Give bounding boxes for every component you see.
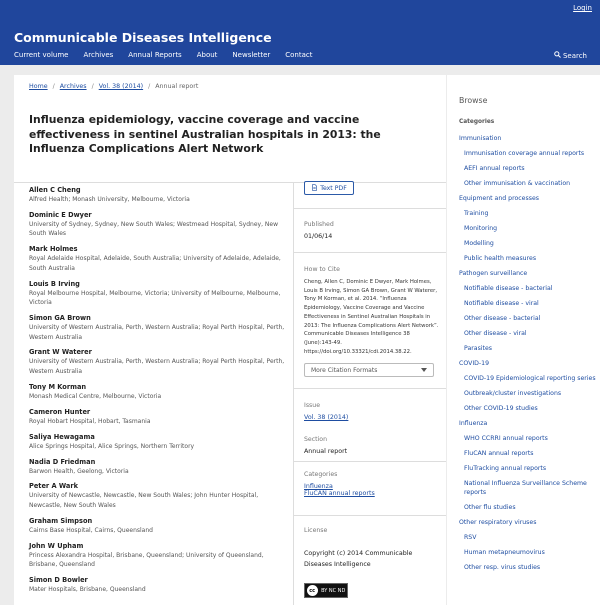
sidebar-subcategory[interactable]: Other COVID-19 studies [464, 405, 538, 412]
breadcrumb-archives[interactable]: Archives [59, 83, 87, 90]
author-affiliation: University of Sydney, Sydney, New South Wales; Westmead Hospital, Sydney, New South Wales [29, 220, 278, 238]
sidebar-subcategory[interactable]: Notifiable disease - bacterial [464, 285, 553, 292]
author-affiliation: University of Western Australia, Perth, Western Australia; Royal Perth Hospital, Perth, Western Australia [29, 358, 285, 375]
author-entry [29, 575, 291, 595]
author-name: Grant W Waterer [29, 348, 92, 357]
browse-heading: Browse [459, 96, 488, 105]
citation-formats-dropdown[interactable] [304, 363, 434, 377]
cite-label: How to Cite [304, 266, 340, 273]
sidebar-subcategory[interactable]: Immunisation coverage annual reports [464, 150, 585, 157]
author-entry [29, 541, 291, 570]
sidebar-subcategory[interactable]: Notifiable disease - viral [464, 300, 539, 307]
sidebar-subcategory[interactable]: Modelling [464, 240, 494, 247]
sidebar-subcategory[interactable]: Training [464, 210, 489, 217]
nav-annual-reports[interactable]: Annual Reports [128, 51, 182, 59]
nav-newsletter[interactable]: Newsletter [232, 51, 271, 59]
column-divider [293, 183, 294, 605]
sidebar-subcategory[interactable]: Public health measures [464, 255, 537, 262]
sidebar-subcategory[interactable]: Human metapneumovirus [464, 549, 545, 556]
author-entry [29, 244, 291, 273]
section-label: Section [304, 436, 327, 443]
divider [294, 388, 446, 389]
author-name: Cameron Hunter [29, 407, 91, 416]
sidebar-subcategory[interactable]: Other flu studies [464, 504, 516, 511]
sidebar-subcategory[interactable]: FluCAN annual reports [464, 450, 534, 457]
categories-label: Categories [304, 471, 338, 478]
sidebar-category[interactable]: COVID-19 [459, 360, 490, 367]
published-label: Published [304, 221, 334, 228]
author-entry [29, 432, 291, 452]
nav-current-volume[interactable]: Current volume [14, 51, 69, 59]
sidebar-subcategory[interactable]: Other immunisation & vaccination [464, 180, 571, 187]
author-affiliation: University of Newcastle, Newcastle, New South Wales; John Hunter Hospital, Newcastle, New South Wales [29, 492, 259, 509]
sidebar-subcategory[interactable]: Parasites [464, 345, 492, 352]
author-entry [29, 313, 291, 342]
file-icon [311, 184, 318, 193]
author-entry [29, 516, 291, 536]
sidebar-subcategory[interactable]: Other resp. virus studies [464, 564, 541, 571]
author-affiliation: Mater Hospitals, Brisbane, Queensland [29, 586, 146, 594]
breadcrumb-separator: / [148, 83, 151, 90]
divider [294, 461, 446, 462]
section-block [304, 436, 439, 455]
author-entry [29, 279, 291, 308]
search-icon [554, 51, 561, 60]
author-name: Mark Holmes [29, 245, 78, 254]
license-label: License [304, 527, 328, 534]
divider [14, 182, 446, 183]
breadcrumb-separator: / [91, 83, 94, 90]
author-affiliation: Princess Alexandra Hospital, Brisbane, Queensland; University of Queensland, Brisbane, Queensland [29, 551, 264, 569]
pdf-download-button[interactable] [304, 181, 354, 195]
author-name: Louis B Irving [29, 279, 80, 288]
chevron-down-icon [421, 368, 427, 372]
sidebar-subcategory[interactable]: Other disease - viral [464, 330, 527, 337]
author-entry [29, 347, 291, 376]
article-main [14, 75, 446, 605]
sidebar-category[interactable]: Other respiratory viruses [459, 519, 537, 526]
author-name: Tony M Korman [29, 382, 87, 391]
author-name: Saliya Hewagama [29, 432, 95, 441]
pdf-label: Text PDF [320, 184, 347, 192]
license-block [304, 527, 439, 570]
license-text: Copyright (c) 2014 Communicable Diseases Intelligence [304, 550, 413, 568]
author-entry [29, 382, 291, 402]
author-name: John W Upham [29, 541, 84, 550]
author-affiliation: Alice Springs Hospital, Alice Springs, Northern Territory [29, 442, 195, 450]
divider [294, 515, 446, 516]
sidebar-subcategory[interactable]: Outbreak/cluster investigations [464, 390, 562, 397]
author-affiliation: Royal Hobart Hospital, Hobart, Tasmania [29, 417, 151, 425]
issue-label: Issue [304, 402, 321, 409]
author-affiliation: Alfred Health; Monash University, Melbourne, Victoria [29, 196, 190, 203]
nav-about[interactable]: About [196, 51, 218, 59]
site-header [0, 0, 600, 65]
author-entry [29, 210, 291, 239]
cc-icon: cc [307, 585, 318, 596]
page-title: Influenza epidemiology, vaccine coverage and vaccine effectiveness in sentinel Australian hospitals in 2013: the Influenza Complications Alert Network [29, 113, 381, 155]
nav-contact[interactable]: Contact [285, 51, 313, 59]
sidebar [447, 75, 600, 605]
category-link-flucan[interactable]: FluCAN annual reports [304, 490, 375, 497]
section-value: Annual report [304, 448, 348, 455]
sidebar-category[interactable]: Influenza [459, 420, 488, 427]
category-list [459, 134, 599, 578]
author-name: Allen C Cheng [29, 186, 81, 194]
breadcrumb [29, 83, 198, 90]
author-affiliation: University of Western Australia, Perth, Western Australia; Royal Perth Hospital, Perth, Western Australia [29, 324, 285, 341]
sidebar-subcategory[interactable]: RSV [464, 534, 477, 541]
citation-formats-label: More Citation Formats [311, 366, 378, 374]
author-entry [29, 457, 291, 477]
author-affiliation: Cairns Base Hospital, Cairns, Queensland [29, 526, 153, 534]
sidebar-subcategory[interactable]: Monitoring [464, 225, 498, 232]
citation-text: Cheng, Allen C, Dominic E Dwyer, Mark Holmes, Louis B Irving, Simon GA Brown, Grant W Waterer, Tony M Korman, et al. 2014. “Influenza Epidemiology, Vaccine Coverage and Vaccine Effectiveness in Sentinel Australian Hospitals in 2013: The Influenza Complications Alert Network”. Communicable Diseases Intelligence 38 (June):143-49. https://doi.org/10.33321/cdi.2014.38.22. [304, 279, 439, 355]
category-link-influenza[interactable]: Influenza [304, 483, 333, 490]
main-nav [14, 51, 328, 59]
sidebar-subcategory[interactable]: FluTracking annual reports [464, 465, 547, 472]
issue-block [304, 402, 439, 421]
published-block [304, 221, 439, 240]
published-date: 01/06/14 [304, 233, 333, 240]
sidebar-subcategory[interactable]: National Influenza Surveillance Scheme reports [464, 480, 587, 496]
sidebar-subcategory[interactable]: WHO CCRRI annual reports [464, 435, 548, 442]
author-entry [29, 185, 291, 205]
author-name: Nadia D Friedman [29, 457, 96, 466]
author-list [29, 185, 291, 600]
sidebar-subcategory[interactable]: COVID-19 Epidemiological reporting series [464, 375, 596, 382]
sidebar-subcategory[interactable]: AEFI annual reports [464, 165, 525, 172]
divider [294, 252, 446, 253]
author-name: Simon GA Brown [29, 314, 91, 323]
nav-archives[interactable]: Archives [83, 51, 114, 59]
site-title[interactable]: Communicable Diseases Intelligence [14, 30, 272, 45]
author-name: Graham Simpson [29, 516, 93, 525]
breadcrumb-separator: / [52, 83, 55, 90]
issue-link[interactable]: Vol. 38 (2014) [304, 414, 349, 421]
divider [294, 208, 446, 209]
author-name: Dominic E Dwyer [29, 210, 92, 219]
sidebar-subcategory[interactable]: Other disease - bacterial [464, 315, 541, 322]
author-affiliation: Royal Melbourne Hospital, Melbourne, Victoria; University of Melbourne, Melbourne, Victoria [29, 289, 281, 307]
cc-license-badge[interactable] [304, 583, 348, 598]
categories-heading: Categories [459, 119, 495, 125]
breadcrumb-home[interactable]: Home [29, 83, 48, 90]
author-name: Simon D Bowler [29, 576, 88, 585]
author-name: Peter A Wark [29, 482, 78, 491]
author-entry [29, 407, 291, 427]
breadcrumb-volume[interactable]: Vol. 38 (2014) [98, 83, 144, 90]
login-link[interactable]: Login [573, 4, 592, 12]
author-entry [29, 481, 291, 510]
sidebar-category[interactable]: Pathogen surveillance [459, 270, 528, 277]
categories-block [304, 471, 439, 497]
author-affiliation: Barwon Health, Geelong, Victoria [29, 467, 129, 475]
citation-block [304, 266, 439, 356]
search-label: Search [562, 51, 587, 60]
author-affiliation: Monash Medical Centre, Melbourne, Victoria [29, 392, 162, 400]
search-button[interactable] [554, 51, 587, 60]
sidebar-category[interactable]: Immunisation [459, 135, 502, 142]
sidebar-category[interactable]: Equipment and processes [459, 195, 539, 202]
cc-badge-label: BY NC ND [321, 587, 346, 594]
author-affiliation: Royal Adelaide Hospital, Adelaide, South Australia; University of Adelaide, Adelaide, South Australia [29, 255, 281, 272]
breadcrumb-current: Annual report [155, 83, 199, 90]
